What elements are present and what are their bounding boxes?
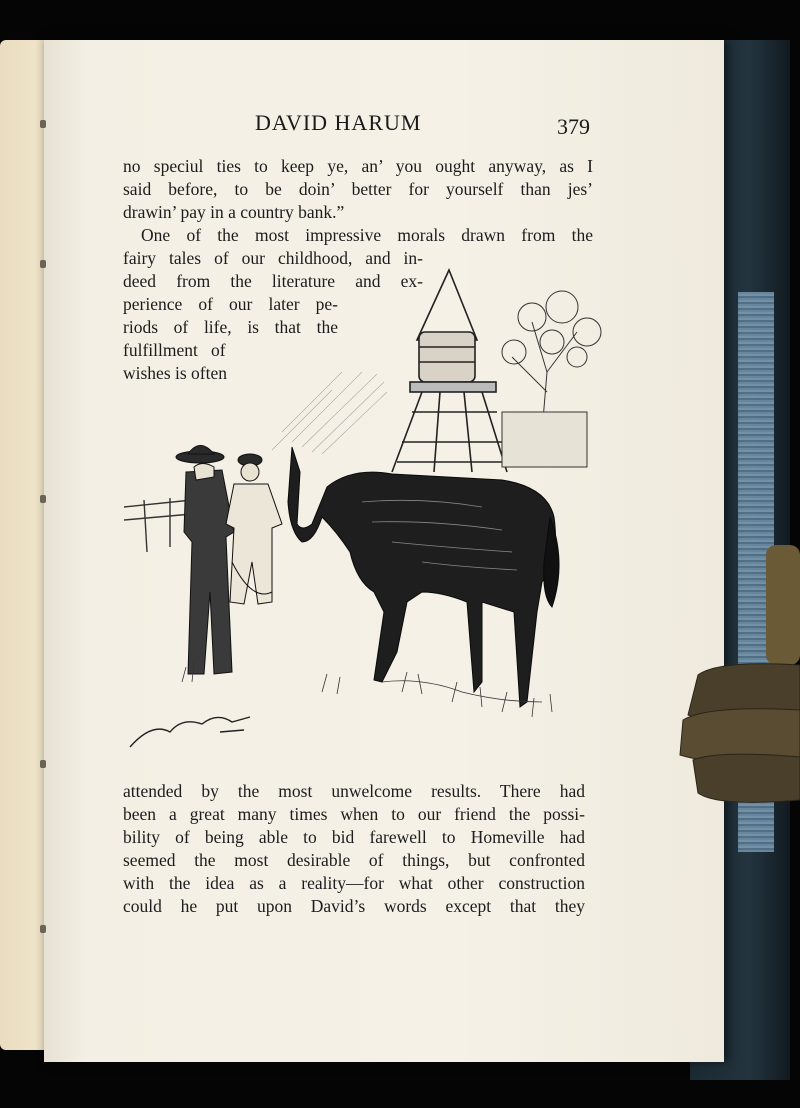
- binding-stitch: [40, 120, 46, 128]
- binding-stitch: [40, 925, 46, 933]
- text-line: One of the most impressive morals drawn from the: [141, 225, 593, 245]
- boy: [226, 454, 282, 604]
- text-line: could he put upon David’s words except that they: [123, 896, 585, 916]
- text-line: said before, to be doin’ better for yourself than jes’: [123, 179, 593, 199]
- top-paragraph: [123, 155, 593, 224]
- text-line: fulfillment of: [123, 340, 226, 360]
- text-line: wishes is often: [123, 363, 228, 383]
- book-clip-icon: [678, 545, 800, 815]
- binding-stitch: [40, 495, 46, 503]
- paragraph-opening: [141, 224, 593, 247]
- text-line: with the idea as a reality—for what other construction: [123, 873, 585, 893]
- text-line: riods of life, is that the: [123, 317, 338, 337]
- binding-stitch: [40, 260, 46, 268]
- grass: [182, 662, 552, 717]
- man-with-hat: [176, 446, 234, 675]
- text-line: perience of our later pe-: [123, 294, 338, 314]
- text-line: fairy tales of our childhood, and in-: [123, 248, 423, 268]
- left-page-edge: [0, 40, 50, 1050]
- running-title: DAVID HARUM: [255, 110, 422, 135]
- text-line: been a great many times when to our friend the possi-: [123, 804, 585, 824]
- binding-stitch: [40, 760, 46, 768]
- page-number: 379: [557, 114, 590, 139]
- fence: [124, 498, 192, 552]
- text-line: attended by the most unwelcome results. There had: [123, 781, 585, 801]
- artist-signature: [130, 717, 250, 747]
- text-line: seemed the most desirable of things, but confronted: [123, 850, 585, 870]
- water-tower: [392, 270, 507, 472]
- shed: [502, 412, 587, 467]
- text-line: drawin’ pay in a country bank.”: [123, 202, 345, 222]
- text-line: deed from the literature and ex-: [123, 271, 423, 291]
- horse: [288, 447, 559, 707]
- bottom-paragraph: [123, 780, 585, 918]
- horse-illustration-icon: [122, 262, 612, 762]
- tree: [502, 291, 601, 432]
- text-line: no speciul ties to keep ye, an’ you ought anyway, as I: [123, 156, 593, 176]
- sky-hatching: [272, 372, 387, 454]
- text-line: bility of being able to bid farewell to Homeville had: [123, 827, 585, 847]
